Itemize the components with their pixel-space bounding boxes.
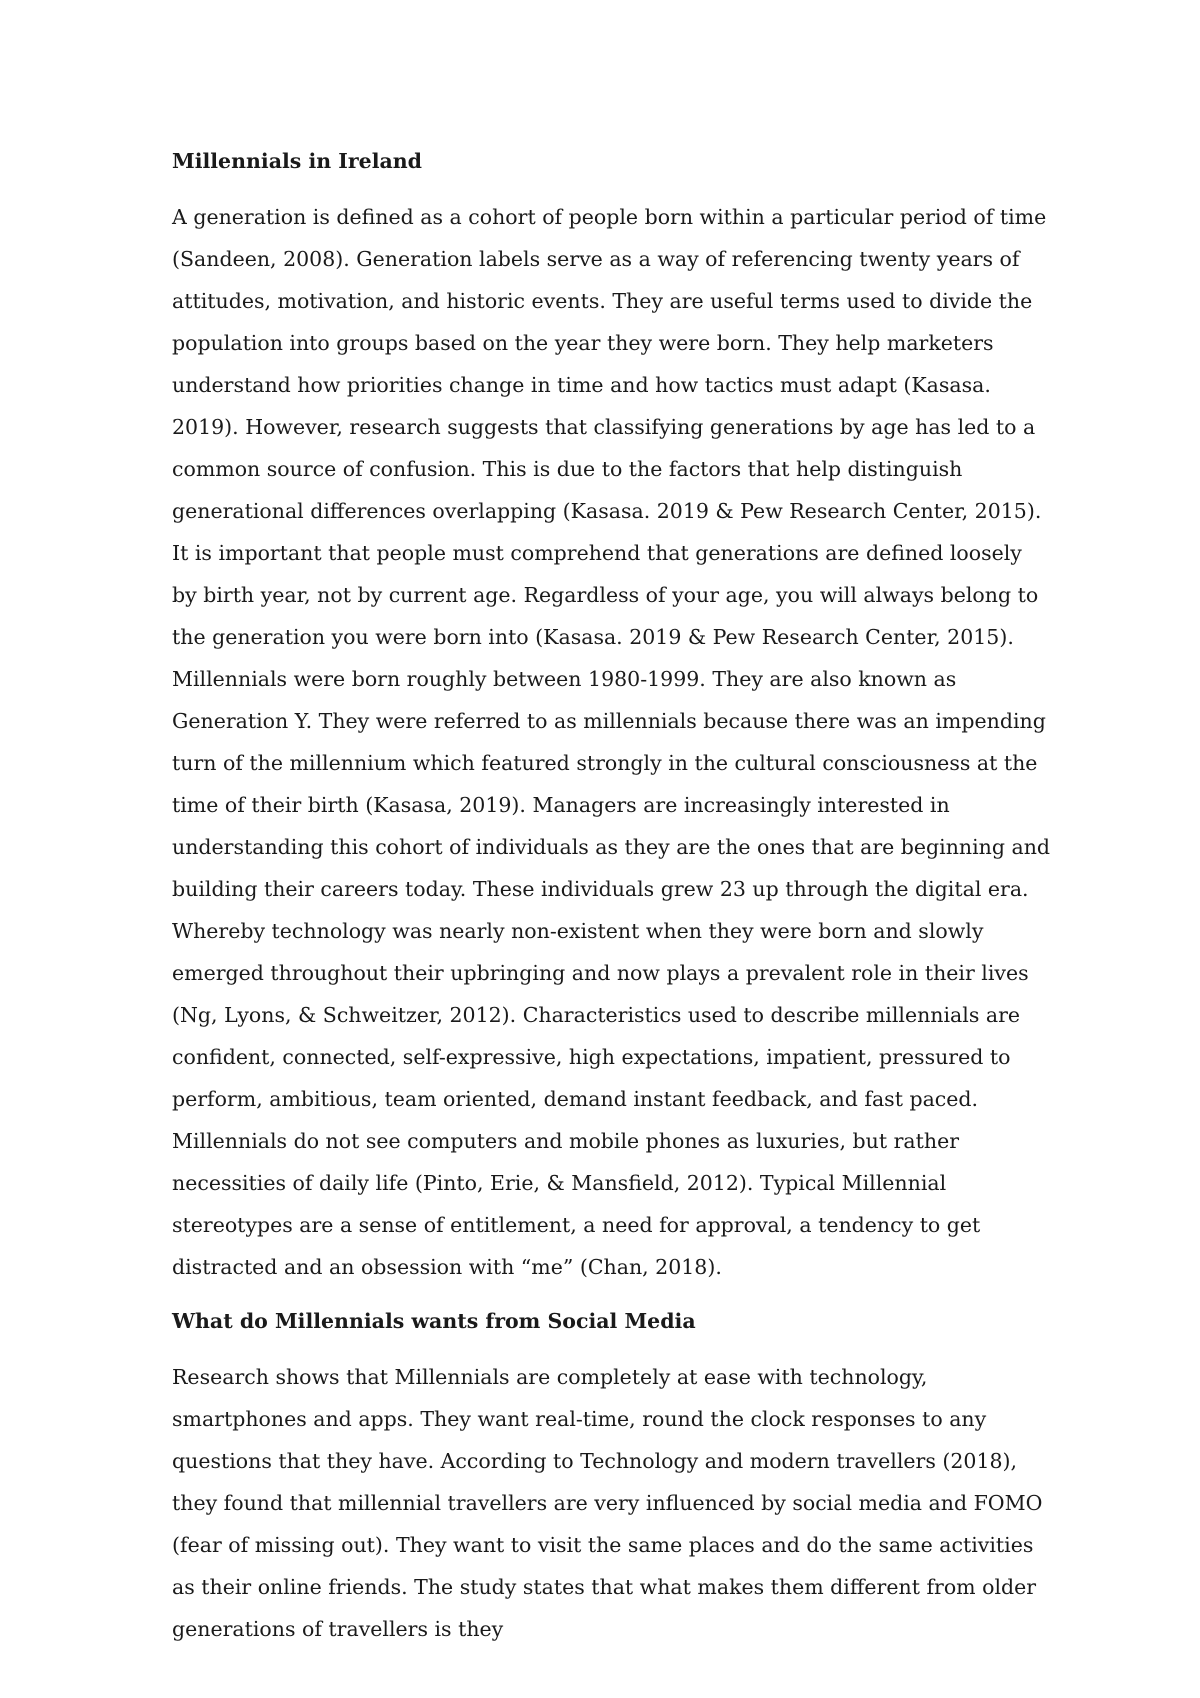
section-heading-social-media: What do Millennials wants from Social Media [172,1309,696,1333]
paragraph-social-media-research: Research shows that Millennials are completely at ease with technology, smartphones and apps. They want real-time, round the clock responses to any questions that they have. According to Technology and modern travellers (2018), they found that millennial travellers are very influenced by social media and FOMO (fear of missing out). They want to visit the same places and do the same activities as their online friends. The study states that what makes them different from older generations of travellers is they [172,1365,1043,1641]
paragraph-generation-definition: A generation is defined as a cohort of people born within a particular period of time (Sandeen, 2008). Generation labels serve as a way of referencing twenty years of attitudes, motivation, and historic events. They are useful terms used to divide the population into groups based on the year they were born. They help marketers understand how priorities change in time and how tactics must adapt (Kasasa. 2019). However, research suggests that classifying generations by age has led to a common source of confusion. This is due to the factors that help distinguish generational differences overlapping (Kasasa. 2019 & Pew Research Center, 2015). It is important that people must comprehend that generations are defined loosely by birth year, not by current age. Regardless of your age, you will always belong to the generation you were born into (Kasasa. 2019 & Pew Research Center, 2015). Millennials were born roughly between 1980-1999. They are also known as Generation Y. They were referred to as millennials because there was an impending turn of the millennium which featured strongly in the cultural consciousness at the time of their birth (Kasasa, 2019). Managers are increasingly interested in understanding this cohort of individuals as they are the ones that are beginning and building their careers today. These individuals grew 23 up through the digital era. Whereby technology was nearly non-existent when they were born and slowly emerged throughout their upbringing and now plays a prevalent role in their lives (Ng, Lyons, & Schweitzer, 2012). Characteristics used to describe millennials are confident, connected, self-expressive, high expectations, impatient, pressured to perform, ambitious, team oriented, demand instant feedback, and fast paced. Millennials do not see computers and mobile phones as luxuries, but rather necessities of daily life (Pinto, Erie, & Mansfield, 2012). Typical Millennial stereotypes are a sense of entitlement, a need for approval, a tendency to get distracted and an obsession with “me” (Chan, 2018). [172,205,1051,1279]
document-body [172,140,1052,1650]
section-heading-millennials-in-ireland: Millennials in Ireland [172,149,423,173]
